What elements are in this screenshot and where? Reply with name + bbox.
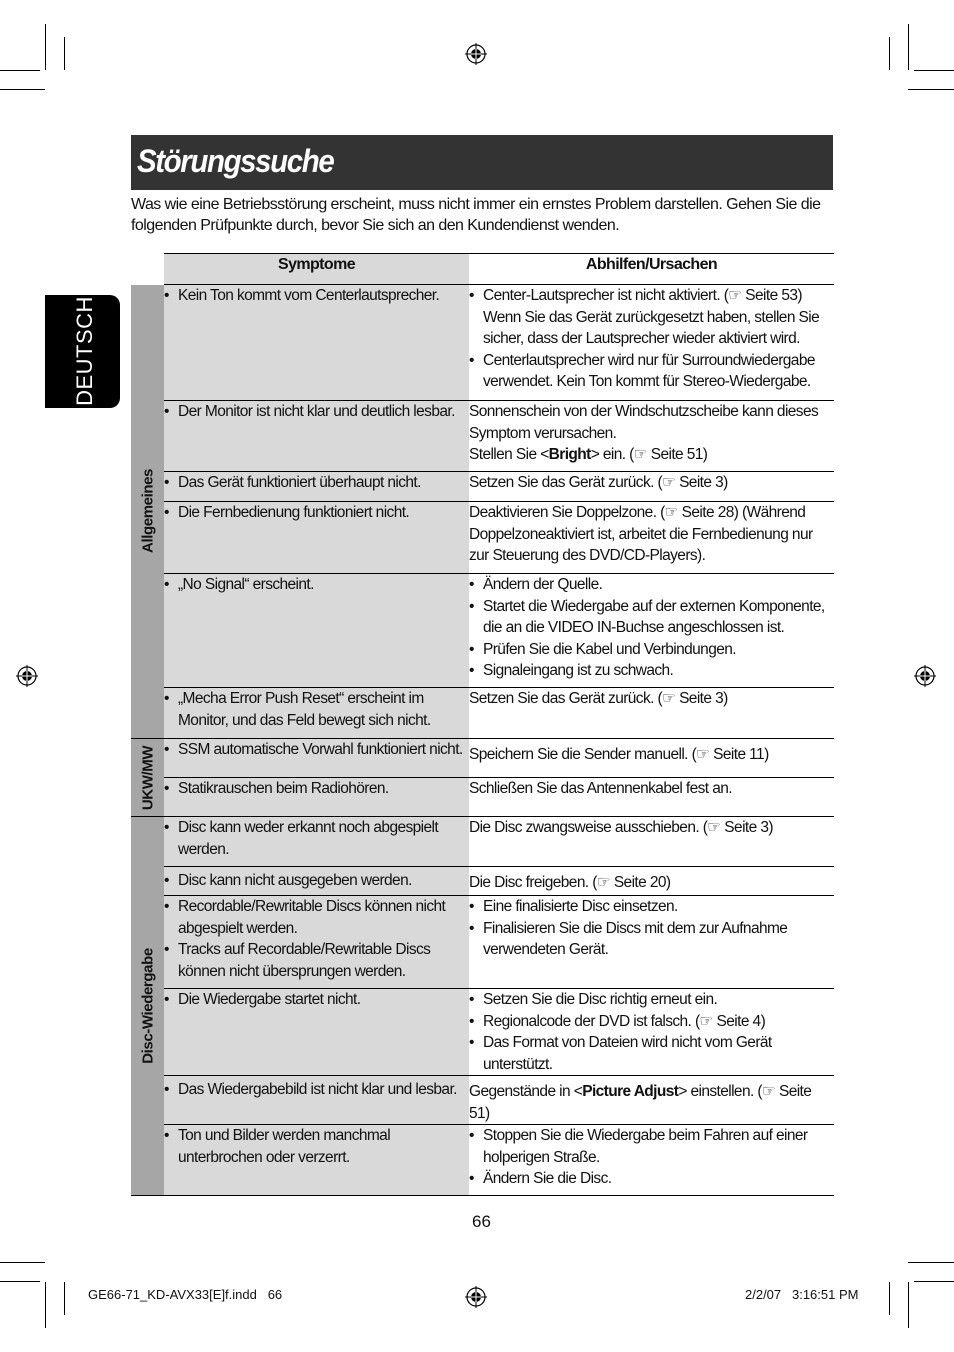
remedy-item: • Ändern Sie die Disc.: [469, 1168, 834, 1190]
remedy-item: • Das Format von Dateien wird nicht vom Gerät unterstützt.: [469, 1032, 834, 1075]
symptom-item: • Disc kann nicht ausgegeben werden.: [164, 870, 469, 892]
registration-mark-icon: [914, 665, 936, 687]
remedy-cell: [469, 401, 834, 472]
footer-file-info: GE66-71_KD-AVX33[E]f.indd 66: [88, 1287, 283, 1302]
remedy-text: Die Disc freigeben. (☞ Seite 20): [469, 874, 671, 891]
remedy-item: • Startet die Wiedergabe auf der externen Komponente, die an die VIDEO IN-Buchse angeschlossen ist.: [469, 596, 834, 639]
table-row: [131, 688, 834, 739]
category-radio: [131, 739, 164, 817]
remedy-item: • Centerlautsprecher wird nur für Surroundwiedergabe verwendet. Kein Ton kommt für Stereo-Wiedergabe.: [469, 350, 834, 393]
remedy-text: Deaktivieren Sie Doppelzone. (☞ Seite 28) (Während Doppelzoneaktiviert ist, arbeitet die Fernbedienung nur zur Steuerung des DVD/CD-Players).: [469, 504, 813, 564]
remedy-cell: [469, 739, 834, 778]
remedy-cell: [469, 472, 834, 502]
category-general-label: Allgemeines: [138, 469, 156, 554]
remedy-text: Schließen Sie das Antennenkabel fest an.: [469, 780, 732, 797]
symptom-item: • Das Wiedergabebild ist nicht klar und lesbar.: [164, 1079, 469, 1101]
symptom-cell: [164, 1076, 469, 1125]
symptom-cell: [164, 472, 469, 502]
remedy-cell: [469, 778, 834, 817]
remedy-item: • Ändern der Quelle.: [469, 574, 834, 596]
category-disc: [131, 817, 164, 1196]
symptom-item: • „Mecha Error Push Reset“ erscheint im Monitor, und das Feld bewegt sich nicht.: [164, 688, 469, 731]
remedy-item: • Prüfen Sie die Kabel und Verbindungen.: [469, 639, 834, 661]
symptom-cell: [164, 401, 469, 472]
table-row: [131, 896, 834, 989]
symptom-cell: [164, 778, 469, 817]
page-number: 66: [472, 1212, 491, 1231]
language-tab-label: DEUTSCH: [72, 296, 97, 406]
table-row: [131, 739, 834, 778]
remedy-text: Sonnenschein von der Windschutzscheibe kann dieses Symptom verursachen.: [469, 403, 819, 442]
crop-mark: [908, 1262, 954, 1263]
remedy-cell: [469, 688, 834, 739]
menu-item-bright: Bright: [548, 446, 591, 463]
remedy-cell: [469, 989, 834, 1076]
table-corner: [131, 254, 164, 285]
crop-mark: [64, 37, 65, 70]
registration-mark-icon: [465, 1286, 487, 1308]
crop-mark: [889, 37, 890, 70]
symptom-item: • Die Wiedergabe startet nicht.: [164, 989, 469, 1011]
symptom-item: • Kein Ton kommt vom Centerlautsprecher.: [164, 285, 469, 307]
table-row: [131, 285, 834, 401]
symptom-item: • Das Gerät funktioniert überhaupt nicht.: [164, 472, 469, 494]
remedy-cell: [469, 285, 834, 401]
registration-mark-icon: [465, 43, 487, 65]
title-banner: [131, 135, 833, 190]
symptom-item: • Disc kann weder erkannt noch abgespielt werden.: [164, 817, 469, 860]
crop-mark: [45, 24, 46, 70]
remedy-item: • Stoppen Sie die Wiedergabe beim Fahren auf einer holperigen Straße.: [469, 1125, 834, 1168]
crop-mark: [908, 89, 954, 90]
remedy-cell: [469, 502, 834, 574]
symptom-item: • Statikrauschen beim Radiohören.: [164, 778, 469, 800]
crop-mark: [0, 70, 40, 71]
registration-mark-icon: [16, 665, 38, 687]
remedy-text: Setzen Sie das Gerät zurück. (☞ Seite 3): [469, 474, 728, 491]
table-row: [131, 1125, 834, 1196]
symptom-cell: [164, 688, 469, 739]
table-row: [131, 502, 834, 574]
symptom-item: • „No Signal“ erscheint.: [164, 574, 469, 596]
remedy-cell: [469, 896, 834, 989]
crop-mark: [64, 1282, 65, 1315]
crop-mark: [0, 1281, 40, 1282]
symptom-cell: [164, 739, 469, 778]
remedy-text-part: Gegenstände in <: [469, 1083, 583, 1100]
remedy-cell: [469, 574, 834, 688]
remedy-cell: [469, 817, 834, 867]
intro-paragraph: Was wie eine Betriebsstörung erscheint, muss nicht immer ein ernstes Problem darstellen. Gehen Sie die folgenden Prüfpunkte durch, bevor Sie sich an den Kundendienst wenden.: [131, 196, 821, 234]
table-row: [131, 778, 834, 817]
remedy-text: Die Disc zwangsweise ausschieben. (☞ Seite 3): [469, 819, 773, 836]
crop-mark: [914, 1281, 954, 1282]
table-row: [131, 817, 834, 867]
table-row: [131, 401, 834, 472]
category-disc-label: Disc-Wiedergabe: [138, 948, 156, 1064]
remedy-text: Setzen Sie das Gerät zurück. (☞ Seite 3): [469, 690, 728, 707]
remedy-item: • Center-Lautsprecher ist nicht aktiviert. (☞ Seite 53) Wenn Sie das Gerät zurückgesetzt haben, stellen Sie sicher, dass der Lautsprecher wieder aktiviert wird.: [469, 285, 834, 350]
page-title: Störungssuche: [137, 143, 334, 179]
symptom-item: • Ton und Bilder werden manchmal unterbrochen oder verzerrt.: [164, 1125, 469, 1168]
symptom-item: • Recordable/Rewritable Discs können nicht abgespielt werden.: [164, 896, 469, 939]
header-remedies: Abhilfen/Ursachen: [469, 254, 834, 285]
category-general: [131, 285, 164, 739]
remedy-item: • Eine finalisierte Disc einsetzen.: [469, 896, 834, 918]
symptom-item: • Tracks auf Recordable/Rewritable Discs können nicht übersprungen werden.: [164, 939, 469, 982]
symptom-cell: [164, 574, 469, 688]
symptom-cell: [164, 1125, 469, 1196]
symptom-item: • Der Monitor ist nicht klar und deutlich lesbar.: [164, 401, 469, 423]
crop-mark: [0, 1262, 45, 1263]
crop-mark: [889, 1282, 890, 1315]
symptom-item: • Die Fernbedienung funktioniert nicht.: [164, 502, 469, 524]
remedy-cell: [469, 1076, 834, 1125]
remedy-text-part: Stellen Sie <: [469, 446, 549, 463]
crop-mark: [908, 24, 909, 70]
remedy-text-part: > ein. (☞ Seite 51): [590, 446, 708, 463]
crop-mark: [914, 70, 954, 71]
table-row: [131, 1076, 834, 1125]
remedy-text-line: [469, 444, 834, 466]
symptom-cell: [164, 285, 469, 401]
remedy-text-line: [469, 1081, 834, 1124]
remedy-cell: [469, 1125, 834, 1196]
symptom-cell: [164, 817, 469, 867]
remedy-item: • Setzen Sie die Disc richtig erneut ein.: [469, 989, 834, 1011]
footer-timestamp: 2/2/07 3:16:51 PM: [745, 1287, 859, 1302]
symptom-cell: [164, 502, 469, 574]
remedy-cell: [469, 867, 834, 896]
crop-mark: [908, 1282, 909, 1328]
table-header-row: [131, 254, 834, 285]
table-row: [131, 989, 834, 1076]
remedy-item: • Finalisieren Sie die Discs mit dem zur Aufnahme verwendeten Gerät.: [469, 918, 834, 961]
table-row: [131, 574, 834, 688]
symptom-cell: [164, 896, 469, 989]
remedy-text: Speichern Sie die Sender manuell. (☞ Seite 11): [469, 746, 769, 763]
symptom-cell: [164, 989, 469, 1076]
table-row: [131, 867, 834, 896]
crop-mark: [45, 1282, 46, 1328]
remedy-text-part: > einstellen. (☞ Seite 51): [469, 1083, 812, 1122]
symptom-cell: [164, 867, 469, 896]
header-symptoms: Symptome: [164, 254, 469, 285]
table-row: [131, 472, 834, 502]
troubleshooting-table: [131, 253, 834, 1196]
crop-mark: [0, 89, 45, 90]
menu-item-picture-adjust: Picture Adjust: [582, 1083, 679, 1100]
remedy-item: • Signaleingang ist zu schwach.: [469, 660, 834, 682]
category-radio-label: UKW/MW: [138, 745, 156, 810]
symptom-item: • SSM automatische Vorwahl funktioniert nicht.: [164, 739, 469, 761]
remedy-item: • Regionalcode der DVD ist falsch. (☞ Seite 4): [469, 1011, 834, 1033]
